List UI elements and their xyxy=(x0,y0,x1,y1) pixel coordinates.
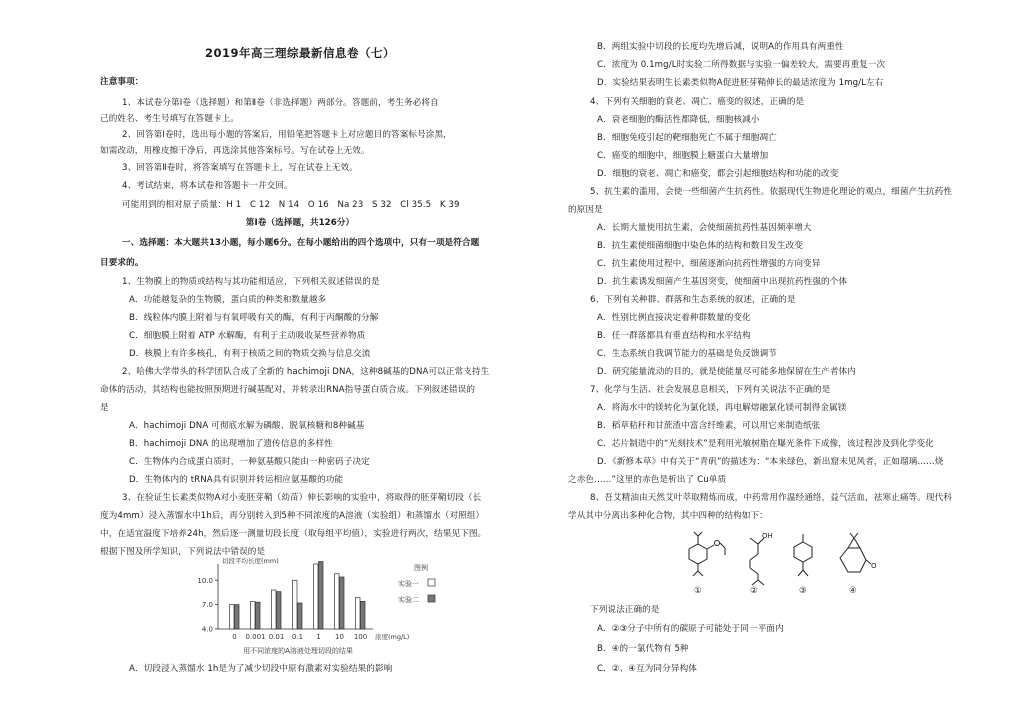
chart-bar xyxy=(230,605,235,629)
notice-line: 4、考试结束，将本试卷和答题卡一并交回。 xyxy=(122,181,293,191)
question-5-option-c: C．抗生素使用过程中，细菌逐渐向抗药性增强的方向变异 xyxy=(597,259,821,269)
question-5-stem: 的原因是 xyxy=(568,205,603,215)
chart-y-tick-label: 10.0 xyxy=(197,576,213,585)
chart-bar xyxy=(319,562,324,629)
question-3-option-b: B．两组实验中切段的长度均先增后减，说明A的作用具有两重性 xyxy=(597,42,844,52)
question-6-option-c: C．生态系统自我调节能力的基础是负反馈调节 xyxy=(597,349,777,359)
chart-x-tick-label: 0 xyxy=(232,633,237,641)
question-8-option-a: A．②③分子中所有的碳原子可能处于同一平面内 xyxy=(597,624,784,634)
question-6-option-d: D．研究能量流动的目的，就是使能量尽可能多地保留在生产者体内 xyxy=(597,367,856,377)
structure-1-drawing xyxy=(689,532,725,576)
question-2-stem: 2、哈佛大学带头的科学团队合成了全新的 hachimoji DNA，这种8碱基的DNA可以正常支持生 xyxy=(122,367,490,377)
chart-bar xyxy=(361,601,366,629)
question-4-stem: 4、下列有关细胞的衰老、凋亡、癌变的叙述，正确的是 xyxy=(590,97,805,107)
chart-legend-label: 实验一 xyxy=(398,580,419,588)
chart-x-label: 浓度(mg/L) xyxy=(375,633,410,641)
question-7-stem: 7、化学与生活、社会发展息息相关，下列有关说法不正确的是 xyxy=(590,385,831,395)
chart-bar xyxy=(272,590,277,629)
structure-4-drawing xyxy=(840,533,871,572)
question-1-option-d: D．核膜上有许多核孔，有利于核质之间的物质交换与信息交流 xyxy=(129,349,371,359)
chart-x-tick-label: 0.001 xyxy=(245,633,266,641)
section-intro: 目要求的。 xyxy=(100,258,144,268)
question-5-option-d: D．抗生素诱发细菌产生基因突变，使细菌中出现抗药性强的个体 xyxy=(597,277,848,287)
notice-line: 如需改动，用橡皮擦干净后，再选涂其他答案标号。写在试卷上无效。 xyxy=(100,146,370,156)
chart-bar xyxy=(356,597,361,629)
chart-bar xyxy=(298,603,303,629)
section-intro: 一、选择题：本大题共13小题，每小题6分。在每小题给出的四个选项中，只有一项是符合题 xyxy=(122,238,480,248)
notice-line: 1、本试卷分第Ⅰ卷（选择题）和第Ⅱ卷（非选择题）两部分。答题前，考生务必将自 xyxy=(122,98,439,108)
question-5-stem: 5、抗生素的滥用，会使一些细菌产生抗药性。依据现代生物进化理论的观点，细菌产生抗药性 xyxy=(590,187,953,197)
chart-legend-title: 图例 xyxy=(414,564,428,572)
question-4-option-b: B．细胞免疫引起的靶细胞死亡不属于细胞凋亡 xyxy=(597,133,777,143)
question-2-option-a: A．hachimoji DNA 可彻底水解为磷酸、脱氧核糖和8种碱基 xyxy=(129,421,365,431)
question-2-option-d: D．生物体内的 tRNA具有识别并转运相应氨基酸的功能 xyxy=(129,475,344,485)
notice-line: 3、回答第Ⅱ卷时，将答案填写在答题卡上，写在试卷上无效。 xyxy=(122,163,358,173)
chart-legend-swatch xyxy=(428,579,435,586)
question-2-option-c: C．生物体内合成蛋白质时，一种氨基酸只能由一种密码子决定 xyxy=(129,457,370,467)
structure-2-oh-label: OH xyxy=(762,532,773,540)
structure-2-drawing xyxy=(750,538,764,585)
question-3-stem: 根据下图及所学知识，下列说法中错误的是 xyxy=(100,547,266,557)
question-7-option-d-cont: 之赤色……”这里的赤色是析出了 Cu单质 xyxy=(568,475,727,485)
chart-x-tick-label: 0.01 xyxy=(268,633,285,641)
chart-bar xyxy=(335,574,340,629)
question-4-option-d: D．细胞的衰老、凋亡和癌变，都会引起细胞结构和功能的改变 xyxy=(597,169,839,179)
question-6-option-b: B．任一群落都具有垂直结构和水平结构 xyxy=(597,331,751,341)
question-7-option-a: A．将海水中的镁转化为氯化镁，再电解熔融氯化镁可制得金属镁 xyxy=(597,403,847,413)
chart-bar xyxy=(251,601,256,629)
chart-bar xyxy=(293,580,298,629)
question-7-option-b: B．稻草秸秆和甘蔗渣中富含纤维素，可以用它来制造纸张 xyxy=(597,421,821,431)
structure-label-1: ① xyxy=(694,586,702,596)
atomic-mass-line: 可能用到的相对原子质量：H 1 C 12 N 14 O 16 Na 23 S 32 Cl 35.5 K 39 xyxy=(122,200,460,210)
section-title: 第Ⅰ卷（选择题，共126分） xyxy=(245,218,355,228)
question-1-option-a: A．功能越复杂的生物膜，蛋白质的种类和数量越多 xyxy=(129,295,327,305)
chart-bar xyxy=(277,592,282,629)
structure-label-4: ④ xyxy=(849,586,857,596)
structure-label-3: ③ xyxy=(799,586,807,596)
question-3-option-d: D．实验结果表明生长素类似物A促进胚芽鞘伸长的最适浓度为 1mg/L左右 xyxy=(597,78,884,88)
notice-line: 己的姓名、考生号填写在答题卡上。 xyxy=(100,114,240,124)
question-8-option-b: B．④的一氯代物有 5种 xyxy=(597,644,689,654)
question-8-prompt: 下列说法正确的是 xyxy=(590,605,660,615)
chart-y-tick-label: 4.0 xyxy=(201,625,213,634)
question-2-option-b: B．hachimoji DNA 的出现增加了遗传信息的多样性 xyxy=(129,439,333,449)
chart-x-tick-label: 1 xyxy=(316,633,321,641)
question-8-stem: 学从其中分离出多种化合物，其中四种的结构如下： xyxy=(568,511,768,521)
notice-line: 2、回答第Ⅰ卷时，选出每小题的答案后，用铅笔把答题卡上对应题目的答案标号涂黑， xyxy=(122,130,452,140)
chart-caption: 用不同浓度的A溶液处理切段的结果 xyxy=(243,647,353,655)
chart-x-tick-label: 100 xyxy=(353,633,368,641)
structure-label-2: ② xyxy=(750,586,758,596)
question-3-stem: 3、在验证生长素类似物A对小麦胚芽鞘（幼苗）伸长影响的实验中，将取得的胚芽鞘切段（长 xyxy=(122,493,482,503)
chart-y-tick-label: 7.0 xyxy=(201,601,213,610)
page-title: 2019年高三理综最新信息卷（七） xyxy=(204,46,395,60)
question-3-stem: 中，在适宜温度下培养24h，然后逐一测量切段长度（取每组平均值），实验进行两次，结果见下图。 xyxy=(100,529,487,539)
chart-x-tick-label: 10 xyxy=(335,633,344,641)
question-2-stem: 是 xyxy=(100,403,109,413)
question-2-stem: 命体的活动，其结构也能按照预期进行碱基配对，并转录出RNA指导蛋白质合成。下列叙述错误的 xyxy=(100,385,476,395)
question-3-option-c: C．浓度为 0.1mg/L时实验二所得数据与实验一偏差较大，需要再重复一次 xyxy=(597,60,886,70)
question-1-option-b: B．线粒体内膜上附着与有氧呼吸有关的酶，有利于丙酮酸的分解 xyxy=(129,313,379,323)
notice-heading: 注意事项： xyxy=(100,77,144,87)
chart-bar xyxy=(314,564,319,629)
question-3-stem: 度为4mm）浸入蒸馏水中1h后，再分别转入到5种不同浓度的A溶液（实验组）和蒸馏水（对照组） xyxy=(100,511,485,521)
question-8-stem: 8、吾艾精油由天然艾叶萃取精炼而成，中药常用作温经通络，益气活血，祛寒止痛等。现代科 xyxy=(590,493,953,503)
question-4-option-c: C．癌变的细胞中，细胞膜上糖蛋白大量增加 xyxy=(597,151,769,161)
question-1-option-c: C．细胞膜上附着 ATP 水解酶，有利于主动吸收某些营养物质 xyxy=(129,331,366,341)
bar-chart xyxy=(188,556,468,658)
chart-bar xyxy=(340,577,345,629)
question-4-option-a: A．衰老细胞的酶活性都降低，细胞核减小 xyxy=(597,115,760,125)
question-8-option-c: C．②、④互为同分异构体 xyxy=(597,664,697,674)
chart-legend-label: 实验二 xyxy=(398,596,419,604)
question-5-option-a: A．长期大量使用抗生素，会使细菌抗药性基因频率增大 xyxy=(597,223,812,233)
chart-bar xyxy=(256,602,261,629)
chemical-structures-figure xyxy=(680,530,880,596)
structure-3-drawing xyxy=(794,534,812,576)
chart-bar xyxy=(235,605,240,629)
question-7-option-c: C．芯片制造中的“光刻技术”是利用光敏树脂在曝光条件下成像，该过程涉及到化学变化 xyxy=(597,439,934,449)
structure-4-o-label: O xyxy=(871,562,877,570)
chart-x-tick-label: 0.1 xyxy=(291,633,304,641)
question-1-stem: 1、生物膜上的物质或结构与其功能相适应，下列相关叙述错误的是 xyxy=(122,277,380,287)
question-5-option-b: B．抗生素使细菌细胞中染色体的结构和数目发生改变 xyxy=(597,241,803,251)
chart-y-label: 切段平均长度(mm) xyxy=(222,557,279,565)
question-6-stem: 6、下列有关种群、群落和生态系统的叙述，正确的是 xyxy=(590,295,796,305)
chart-legend-swatch xyxy=(428,595,435,602)
question-3-option-a: A．切段浸入蒸馏水 1h是为了减少切段中原有激素对实验结果的影响 xyxy=(129,664,393,674)
question-6-option-a: A．性别比例直接决定着种群数量的变化 xyxy=(597,313,751,323)
question-7-option-d: D．《新修本草》中有关于“青矾”的描述为：“本来绿色，新出窟未见风者，正如瑠璃……烧 xyxy=(597,457,944,467)
